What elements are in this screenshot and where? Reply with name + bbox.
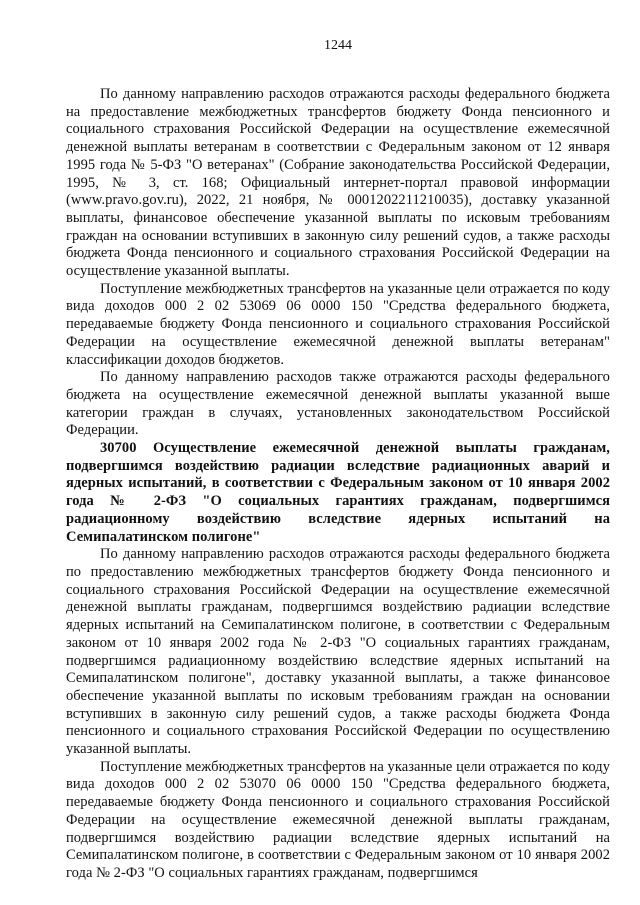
page-number: 1244 (324, 38, 352, 53)
paragraph-radiation-expenses: По данному направлению расходов отражаются расходы федерального бюджета по предоставлению межбюджетных трансфертов бюджету Фонда пенсионного и социального страхования Российской Федерации на осуществление ежемесячной денежной выплаты гражданам, подвергшимся воздействию радиации вследствие ядерных испытаний на Семипалатинском полигоне, в соответствии с Федеральным законом от 10 января 2002 года № 2-ФЗ "О социальных гарантиях гражданам, подвергшимся радиационному воздействию вследствие ядерных испытаний на Семипалатинском полигоне", доставку указанной выплаты, а также финансовое обеспечение указанной выплаты по исковым требованиям граждан на основании вступивших в законную силу решений судов, а также расходы бюджета Фонда пенсионного и социального страхования Российской Федерации по осуществлению указанной выплаты. (66, 546, 610, 758)
paragraph-veterans-revenue-code: Поступление межбюджетных трансфертов на указанные цели отражается по коду вида доходов 000 2 02 53069 06 0000 150 "Средства федерального бюджета, передаваемые бюджету Фонда пенсионного и социального страхования Российской Федерации на осуществление ежемесячной денежной выплаты ветеранам" классификации доходов бюджетов. (66, 280, 610, 368)
paragraph-radiation-revenue-code: Поступление межбюджетных трансфертов на указанные цели отражается по коду вида доходов 000 2 02 53070 06 0000 150 "Средства федерального бюджета, передаваемые бюджету Фонда пенсионного и социального страхования Российской Федерации на осуществление ежемесячной денежной выплаты гражданам, подвергшимся воздействию радиации вследствие ядерных испытаний на Семипалатинском полигоне, в соответствии с Федеральным законом от 10 января 2002 года № 2-ФЗ "О социальных гарантиях гражданам, подвергшимся (66, 758, 610, 881)
section-heading-30700: 30700 Осуществление ежемесячной денежной выплаты гражданам, подвергшимся воздействию радиации вследствие радиационных аварий и ядерных испытаний, в соответствии с Федеральным законом от 10 января 2002 года № 2-ФЗ "О социальных гарантиях гражданам, подвергшимся радиационному воздействию вследствие ядерных испытаний на Семипалатинском полигоне" (66, 440, 610, 545)
paragraph-veterans-expenses: По данному направлению расходов отражаются расходы федерального бюджета на предоставление межбюджетных трансфертов бюджету Фонда пенсионного и социального страхования Российской Федерации на осуществление ежемесячной денежной выплаты ветеранам в соответствии с Федеральным законом от 12 января 1995 года № 5-ФЗ "О ветеранах" (Собрание законодательства Российской Федерации, 1995, № 3, ст. 168; Официальный интернет-портал правовой информации (www.pravo.gov.ru), 2022, 21 ноября, № 0001202211210035), доставку указанной выплаты, финансовое обеспечение указанной выплаты по исковым требованиям граждан на основании вступивших в законную силу решений судов, а также расходы бюджета Фонда пенсионного и социального страхования Российской Федерации на осуществление указанной выплаты. (66, 86, 610, 280)
paragraph-veterans-additional: По данному направлению расходов также отражаются расходы федерального бюджета на осуществление ежемесячной денежной выплаты указанной выше категории граждан в случаях, установленных законодательством Российской Федерации. (66, 369, 610, 439)
